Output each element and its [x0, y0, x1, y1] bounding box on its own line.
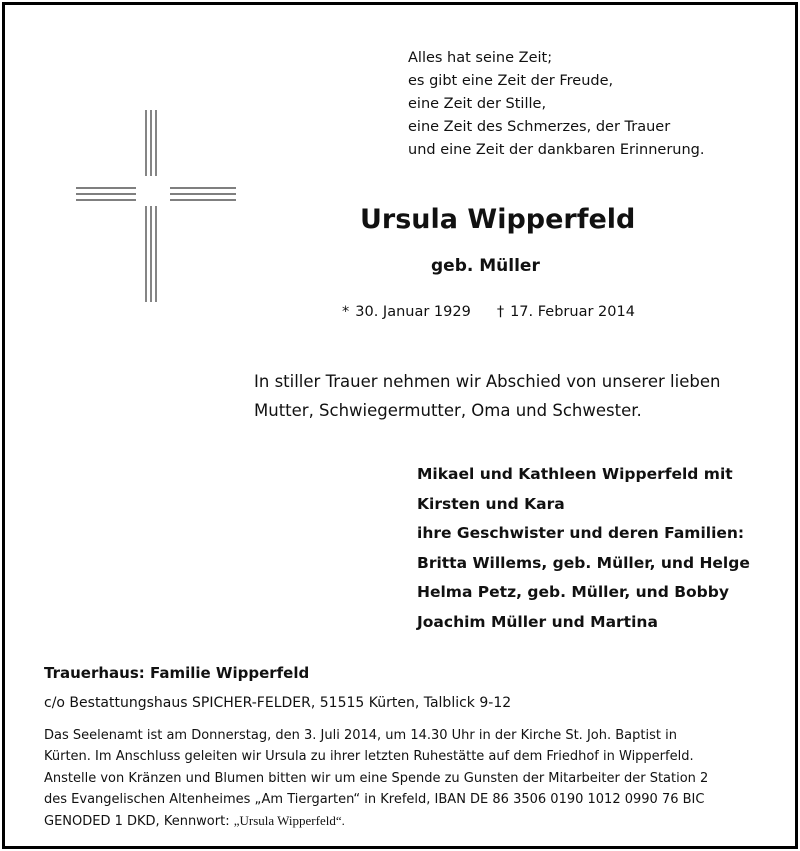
poem [408, 47, 704, 162]
donation-line: des Evangelischen Altenheimes „Am Tiergarten“ in Krefeld, IBAN DE 86 3506 0190 1012 0990 76 BIC [44, 792, 705, 807]
family-line: ihre Geschwister und deren Familien: [417, 524, 745, 542]
family-line: Britta Willems, geb. Müller, und Helge [417, 553, 750, 572]
family-line: Mikael und Kathleen Wipperfeld mit [417, 465, 733, 483]
family-line: Kirsten und Kara [417, 494, 565, 513]
mourning-text [254, 367, 732, 425]
death-date: 17. Februar 2014 [510, 304, 635, 320]
birth-star-icon: * [342, 304, 350, 320]
service-line: Kürten. Im Anschluss geleiten wir Ursula zu ihrer letzten Ruhestätte auf dem Friedhof in Wipperfeld. [44, 749, 694, 764]
trauerhaus-title: Trauerhaus: Familie Wipperfeld [44, 664, 310, 682]
donation-line-prefix: GENODED 1 DKD, Kennwort: [44, 814, 234, 829]
family-line: Helma Petz, geb. Müller, und Bobby [417, 583, 729, 601]
mourning-line: Mutter, Schwiegermutter, Oma und Schwester. [254, 401, 642, 420]
deceased-name: Ursula Wipperfeld [360, 204, 636, 235]
cross-icon [76, 110, 236, 302]
service-line: Das Seelenamt ist am Donnerstag, den 3. Juli 2014, um 14.30 Uhr in der Kirche St. Joh. Baptist in [44, 728, 677, 743]
birth-name: geb. Müller [431, 256, 540, 276]
trauerhaus-address: c/o Bestattungshaus SPICHER-FELDER, 51515 Kürten, Talblick 9-12 [44, 695, 512, 711]
poem-line: und eine Zeit der dankbaren Erinnerung. [408, 142, 705, 158]
poem-line: eine Zeit des Schmerzes, der Trauer [408, 119, 671, 135]
donation-line [44, 810, 756, 832]
family-line: Joachim Müller und Martina [417, 612, 658, 631]
poem-line: es gibt eine Zeit der Freude, [408, 73, 614, 89]
poem-line: eine Zeit der Stille, [408, 96, 547, 112]
death-dagger-icon: † [496, 304, 505, 320]
life-dates [342, 304, 635, 320]
service-info [44, 725, 756, 767]
donation-line: Anstelle von Kränzen und Blumen bitten wir um eine Spende zu Gunsten der Mitarbeiter der Station 2 [44, 771, 709, 786]
family-list [417, 460, 750, 637]
donation-keyword: „Ursula Wipperfeld“. [233, 813, 345, 828]
poem-line: Alles hat seine Zeit; [408, 50, 553, 66]
donation-info [44, 768, 756, 832]
birth-date: 30. Januar 1929 [355, 304, 471, 320]
mourning-line: In stiller Trauer nehmen wir Abschied von unserer lieben [254, 372, 721, 391]
